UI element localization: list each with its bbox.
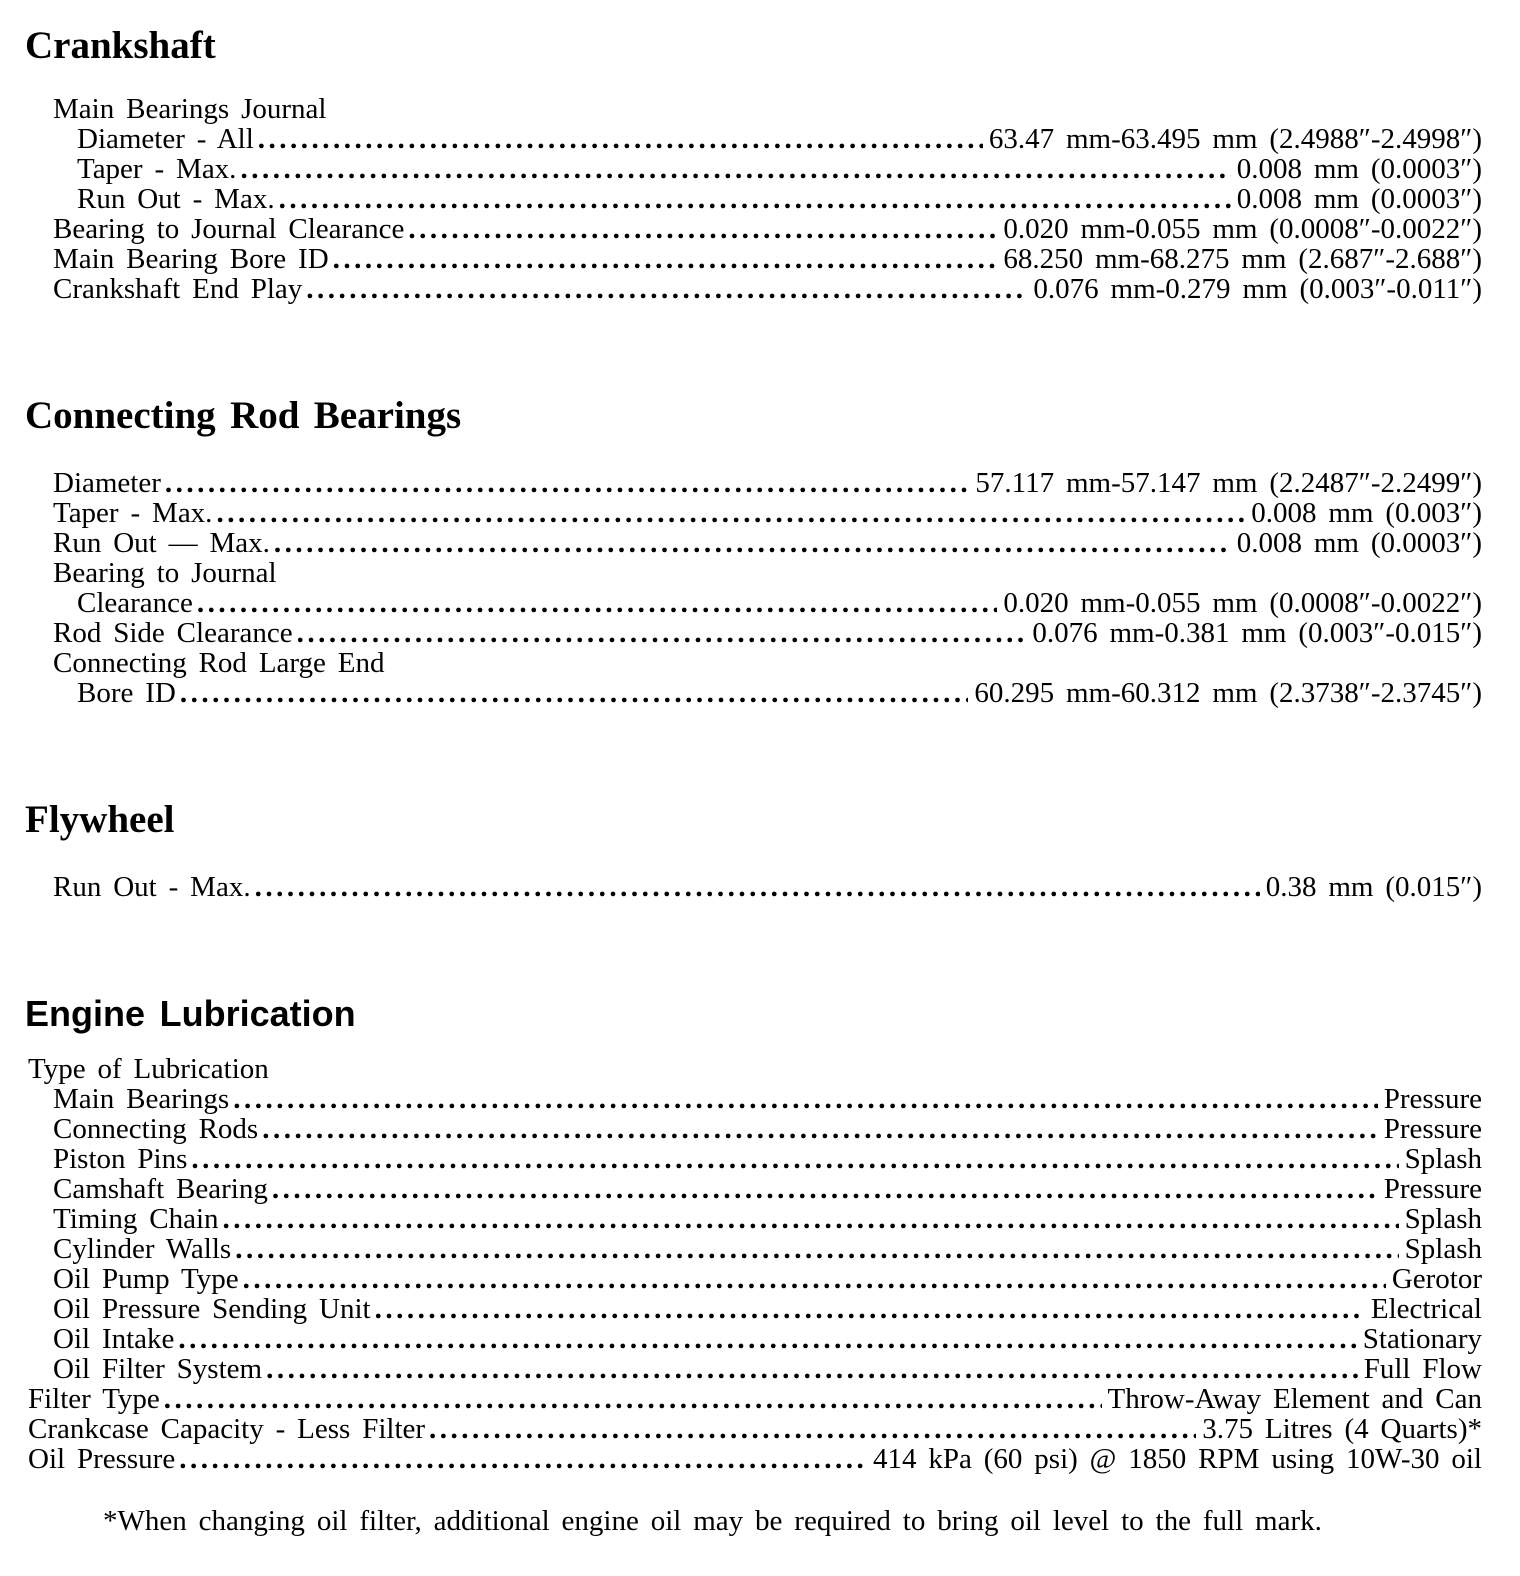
dot-leader (272, 1174, 1378, 1204)
spec-label: Crankshaft End Play (53, 273, 303, 305)
spec-value: Throw-Away Element and Can (1107, 1383, 1482, 1415)
dot-leader (178, 1324, 1356, 1354)
spec-row (25, 468, 1482, 498)
spec-value: 0.008 mm (0.0003″) (1236, 527, 1482, 559)
spec-row (25, 184, 1482, 214)
spec-value: Pressure (1383, 1173, 1482, 1205)
spec-row (25, 1264, 1482, 1294)
spec-label: Timing Chain (53, 1203, 219, 1235)
spec-row (25, 1324, 1482, 1354)
spec-value: Stationary (1362, 1323, 1482, 1355)
spec-row (25, 678, 1482, 708)
spec-row (25, 1354, 1482, 1384)
spec-row (25, 498, 1482, 528)
spec-label: Clearance (77, 587, 193, 619)
spec-row (25, 1204, 1482, 1234)
section-title-connecting-rod-bearings: Connecting Rod Bearings (25, 394, 462, 437)
spec-row (25, 528, 1482, 558)
spec-row (25, 1444, 1482, 1474)
dot-leader (429, 1414, 1196, 1444)
spec-label: Camshaft Bearing (53, 1173, 268, 1205)
spec-row (25, 872, 1482, 902)
spec-row (25, 558, 1482, 588)
section-title-crankshaft: Crankshaft (25, 24, 216, 67)
spec-label: Connecting Rods (53, 1113, 259, 1145)
dot-leader (408, 214, 997, 244)
dot-leader (297, 618, 1027, 648)
spec-value: 0.020 mm-0.055 mm (0.0008″-0.0022″) (1003, 213, 1482, 245)
spec-row (25, 274, 1482, 304)
spec-value: 60.295 mm-60.312 mm (2.3738″-2.3745″) (974, 677, 1482, 709)
spec-row (25, 94, 1482, 124)
dot-leader (164, 1384, 1102, 1414)
spec-value: Pressure (1383, 1083, 1482, 1115)
spec-label: Main Bearing Bore ID (53, 243, 329, 275)
spec-label: Run Out — Max. (53, 527, 270, 559)
spec-value: 0.008 mm (0.003″) (1251, 497, 1482, 529)
spec-value: 3.75 Litres (4 Quarts)* (1202, 1413, 1482, 1445)
spec-value: 0.008 mm (0.0003″) (1236, 153, 1482, 185)
spec-label: Main Bearings (53, 1083, 230, 1115)
spec-label: Oil Intake (53, 1323, 175, 1355)
dot-leader (255, 872, 1260, 902)
dot-leader (258, 124, 983, 154)
spec-label: Run Out - Max. (77, 183, 275, 215)
spec-row (25, 1414, 1482, 1444)
dot-leader (306, 274, 1027, 304)
spec-row (25, 1054, 1482, 1084)
spec-label: Bore ID (77, 677, 176, 709)
spec-value: 63.47 mm-63.495 mm (2.4988″-2.4998″) (988, 123, 1482, 155)
spec-value: 0.38 mm (0.015″) (1265, 871, 1482, 903)
dot-leader (240, 154, 1230, 184)
spec-row (25, 1174, 1482, 1204)
dot-leader (180, 678, 968, 708)
spec-label: Taper - Max. (53, 497, 213, 529)
spec-row (25, 244, 1482, 274)
spec-value: Splash (1404, 1203, 1482, 1235)
spec-value: Splash (1404, 1233, 1482, 1265)
spec-row (25, 124, 1482, 154)
spec-label: Rod Side Clearance (53, 617, 293, 649)
spec-label: Oil Pressure (28, 1443, 176, 1475)
spec-value: Electrical (1370, 1293, 1482, 1325)
spec-row (25, 1384, 1482, 1414)
dot-leader (223, 1204, 1399, 1234)
section-title-flywheel: Flywheel (25, 798, 175, 841)
spec-value: 414 kPa (60 psi) @ 1850 RPM using 10W-30 oil (872, 1443, 1482, 1475)
spec-value: Pressure (1383, 1113, 1482, 1145)
dot-leader (235, 1234, 1398, 1264)
spec-label: Piston Pins (53, 1143, 188, 1175)
spec-row (25, 214, 1482, 244)
spec-row (25, 1144, 1482, 1174)
spec-label: Diameter (53, 467, 161, 499)
dot-leader (262, 1114, 1378, 1144)
spec-label: Bearing to Journal Clearance (53, 213, 405, 245)
spec-row (25, 1084, 1482, 1114)
spec-label: Run Out - Max. (53, 871, 251, 903)
spec-row (25, 1294, 1482, 1324)
spec-row (25, 648, 1482, 678)
dot-leader (179, 1444, 867, 1474)
spec-label: Oil Pump Type (53, 1263, 239, 1295)
spec-value: 0.020 mm-0.055 mm (0.0008″-0.0022″) (1003, 587, 1482, 619)
spec-label: Connecting Rod Large End (53, 647, 385, 679)
dot-leader (375, 1294, 1365, 1324)
spec-row (25, 618, 1482, 648)
spec-value: 0.008 mm (0.0003″) (1236, 183, 1482, 215)
section-connecting-rod-bearings (25, 394, 1482, 708)
dot-leader (333, 244, 998, 274)
spec-sections (25, 24, 1482, 1474)
dot-leader (233, 1084, 1378, 1114)
spec-label: Oil Pressure Sending Unit (53, 1293, 371, 1325)
spec-label: Crankcase Capacity - Less Filter (28, 1413, 426, 1445)
spec-value: 0.076 mm-0.381 mm (0.003″-0.015″) (1032, 617, 1482, 649)
dot-leader (279, 184, 1231, 214)
spec-value: 57.117 mm-57.147 mm (2.2487″-2.2499″) (975, 467, 1482, 499)
dot-leader (266, 1354, 1358, 1384)
spec-label: Main Bearings Journal (53, 93, 327, 125)
section-flywheel (25, 798, 1482, 902)
spec-label: Diameter - All (77, 123, 254, 155)
spec-label: Taper - Max. (77, 153, 237, 185)
oil-filter-footnote: *When changing oil filter, additional engine oil may be required to bring oil level to the full mark. (103, 1505, 1322, 1537)
spec-value: Splash (1404, 1143, 1482, 1175)
spec-row (25, 588, 1482, 618)
section-engine-lubrication (25, 992, 1482, 1474)
spec-label: Filter Type (28, 1383, 160, 1415)
spec-label: Type of Lubrication (28, 1053, 269, 1085)
spec-value: Gerotor (1391, 1263, 1482, 1295)
dot-leader (197, 588, 997, 618)
spec-value: 0.076 mm-0.279 mm (0.003″-0.011″) (1033, 273, 1482, 305)
spec-label: Bearing to Journal (53, 557, 277, 589)
spec-value: 68.250 mm-68.275 mm (2.687″-2.688″) (1003, 243, 1482, 275)
dot-leader (216, 498, 1245, 528)
spec-row (25, 1114, 1482, 1144)
spec-label: Cylinder Walls (53, 1233, 232, 1265)
spec-row (25, 1234, 1482, 1264)
dot-leader (243, 1264, 1386, 1294)
dot-leader (165, 468, 970, 498)
dot-leader (191, 1144, 1398, 1174)
spec-value: Full Flow (1363, 1353, 1482, 1385)
section-crankshaft (25, 24, 1482, 304)
section-title-engine-lubrication: Engine Lubrication (25, 993, 356, 1034)
dot-leader (274, 528, 1231, 558)
spec-label: Oil Filter System (53, 1353, 263, 1385)
spec-row (25, 154, 1482, 184)
